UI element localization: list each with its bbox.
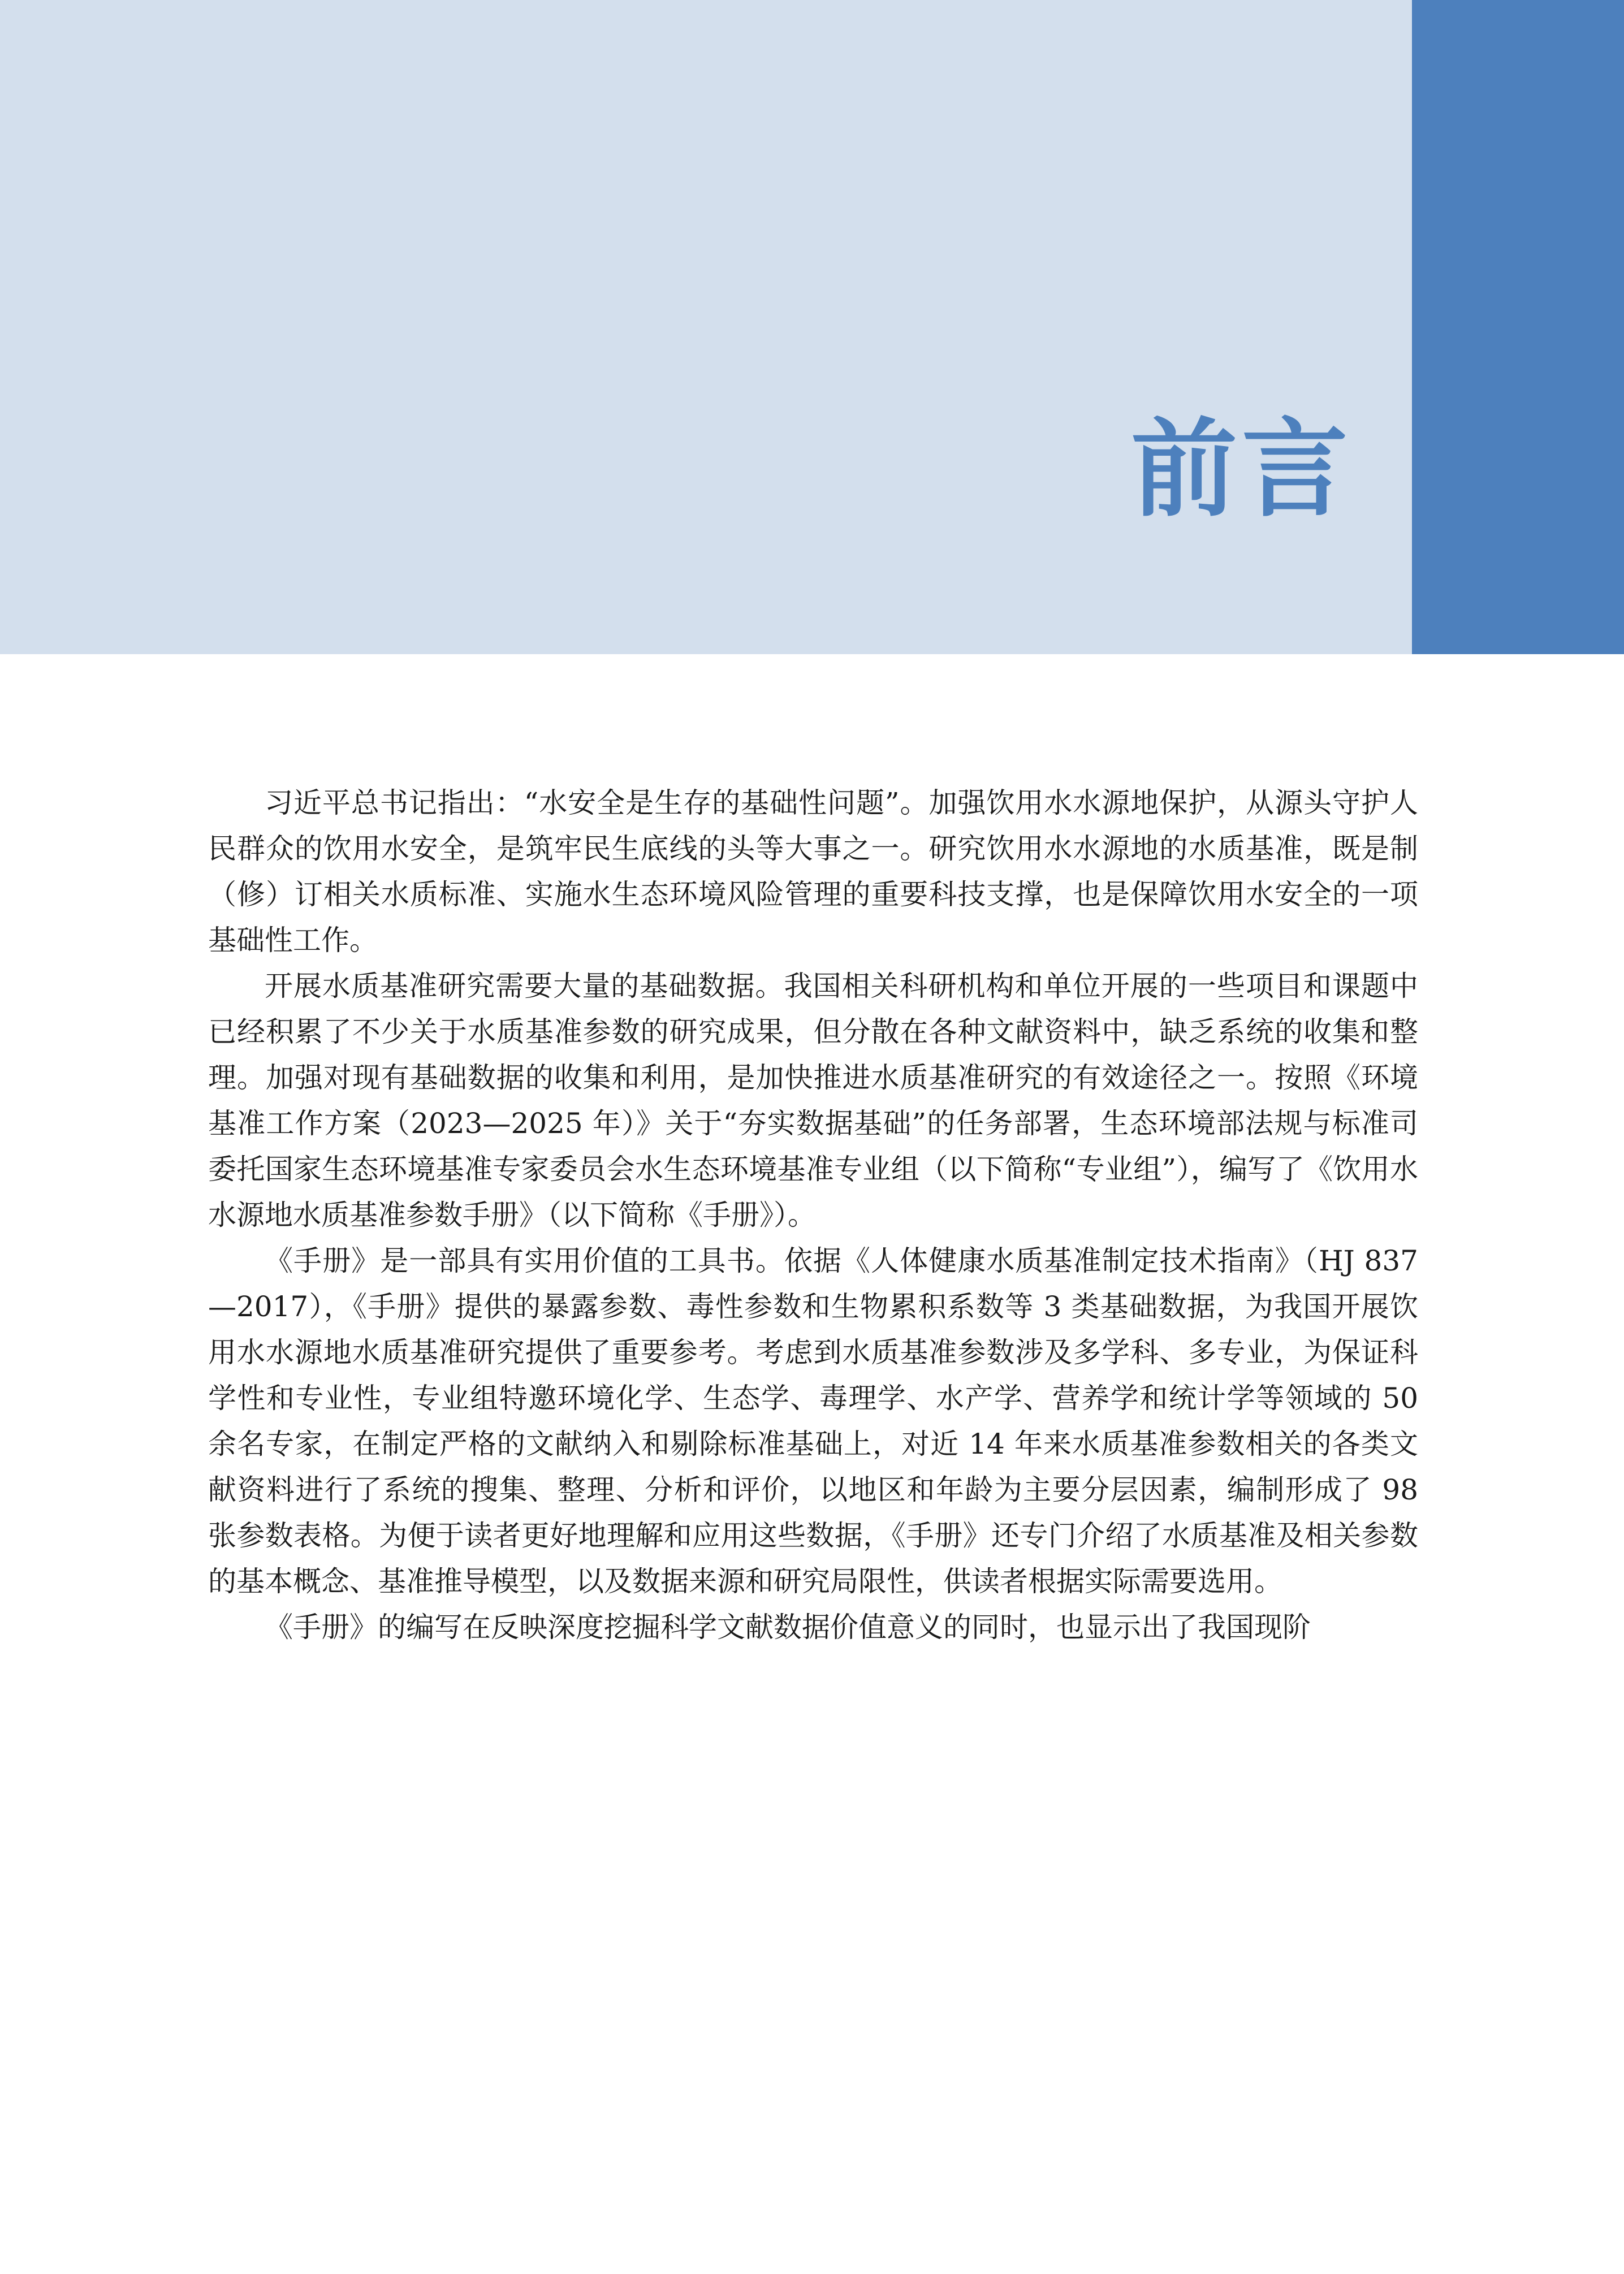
body-text	[208, 780, 1418, 1650]
paragraph: 习近平总书记指出：“水安全是生存的基础性问题”。加强饮用水水源地保护，从源头守护人民群众的饮用水安全，是筑牢民生底线的头等大事之一。研究饮用水水源地的水质基准，既是制（修）订相关水质标准、实施水生态环境风险管理的重要科技支撑，也是保障饮用水安全的一项基础性工作。	[208, 786, 1418, 957]
paragraph: 《手册》是一部具有实用价值的工具书。依据《人体健康水质基准制定技术指南》（HJ 837—2017），《手册》提供的暴露参数、毒性参数和生物累积系数等 3 类基础数据，为我国开展饮用水水源地水质基准研究提供了重要参考。考虑到水质基准参数涉及多学科、多专业，为保证科学性和专业性，专业组特邀环境化学、生态学、毒理学、水产学、营养学和统计学等领域的 50 余名专家，在制定严格的文献纳入和剔除标准基础上，对近 14 年来水质基准参数相关的各类文献资料进行了系统的搜集、整理、分析和评价，以地区和年龄为主要分层因素，编制形成了 98 张参数表格。为便于读者更好地理解和应用这些数据，《手册》还专门介绍了水质基准及相关参数的基本概念、基准推导模型，以及数据来源和研究局限性，供读者根据实际需要选用。	[208, 1244, 1418, 1598]
paragraph: 《手册》的编写在反映深度挖掘科学文献数据价值意义的同时，也显示出了我国现阶	[265, 1611, 1311, 1644]
paragraph: 开展水质基准研究需要大量的基础数据。我国相关科研机构和单位开展的一些项目和课题中已经积累了不少关于水质基准参数的研究成果，但分散在各种文献资料中，缺乏系统的收集和整理。加强对现有基础数据的收集和利用，是加快推进水质基准研究的有效途径之一。按照《环境基准工作方案（2023—2025 年）》关于“夯实数据基础”的任务部署，生态环境部法规与标准司委托国家生态环境基准专家委员会水生态环境基准专业组（以下简称“专业组”），编写了《饮用水水源地水质基准参数手册》（以下简称《手册》）。	[208, 970, 1418, 1231]
header-band	[0, 0, 1412, 654]
side-accent-bar	[1412, 0, 1624, 654]
page-title: 前言	[1131, 407, 1353, 531]
